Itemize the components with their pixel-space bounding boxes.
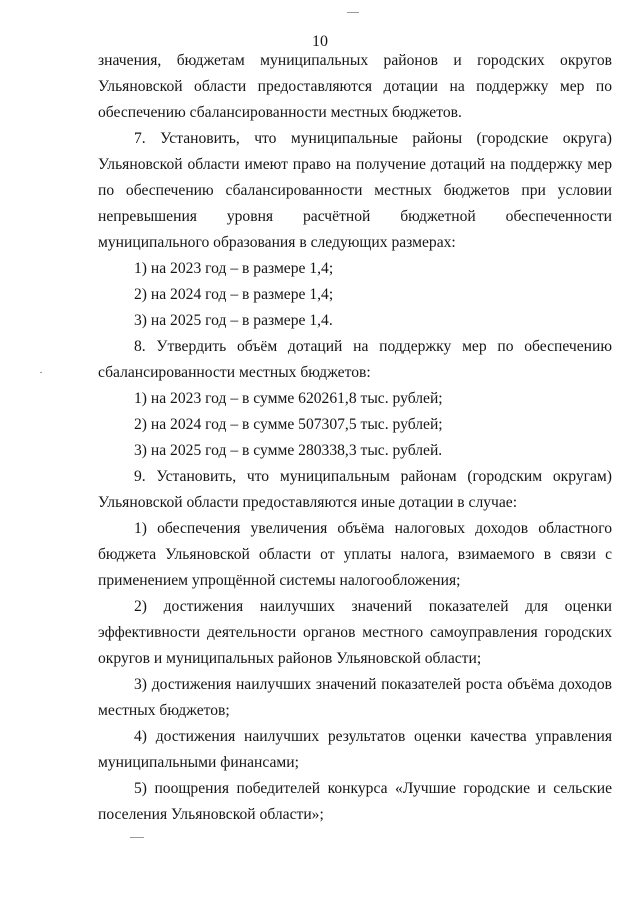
list-item: 4) достижения наилучших результатов оценки качества управления муниципальными финансами;	[98, 728, 612, 771]
list-item: 3) на 2025 год – в размере 1,4.	[134, 312, 333, 329]
scan-speck	[40, 372, 42, 373]
scan-speck	[130, 837, 144, 838]
list-item: 1) на 2023 год – в сумме 620261,8 тыс. рублей;	[134, 390, 443, 407]
scan-speck	[347, 12, 359, 13]
paragraph: 7. Установить, что муниципальные районы (городские округа) Ульяновской области имеют право на получение дотаций на поддержку мер по обеспечению сбалансированности местных бюджетов при условии непревышения уровня расчётной бюджетной обеспеченности муниципального образования в следующих размерах:	[98, 130, 612, 251]
document-body	[98, 48, 612, 828]
list-item: 1) на 2023 год – в размере 1,4;	[134, 260, 334, 277]
paragraph: значения, бюджетам муниципальных районов и городских округов Ульяновской области предоставляются дотации на поддержку мер по обеспечению сбалансированности местных бюджетов.	[98, 52, 612, 121]
paragraph: 9. Установить, что муниципальным районам (городским округам) Ульяновской области предоставляются иные дотации в случае:	[98, 468, 612, 511]
list-item: 2) на 2024 год – в сумме 507307,5 тыс. рублей;	[134, 416, 443, 433]
list-item: 5) поощрения победителей конкурса «Лучшие городские и сельские поселения Ульяновской области»;	[98, 780, 612, 823]
list-item: 2) на 2024 год – в размере 1,4;	[134, 286, 334, 303]
list-item: 3) на 2025 год – в сумме 280338,3 тыс. рублей.	[134, 442, 443, 459]
list-item: 1) обеспечения увеличения объёма налоговых доходов областного бюджета Ульяновской области от уплаты налога, взимаемого в связи с применением упрощённой системы налогообложения;	[98, 520, 612, 589]
list-item: 3) достижения наилучших значений показателей роста объёма доходов местных бюджетов;	[98, 676, 612, 719]
page-number: 10	[312, 33, 328, 50]
paragraph: 8. Утвердить объём дотаций на поддержку мер по обеспечению сбалансированности местных бюджетов:	[98, 338, 612, 381]
list-item: 2) достижения наилучших значений показателей для оценки эффективности деятельности органов местного самоуправления городских округов и муниципальных районов Ульяновской области;	[98, 598, 612, 667]
